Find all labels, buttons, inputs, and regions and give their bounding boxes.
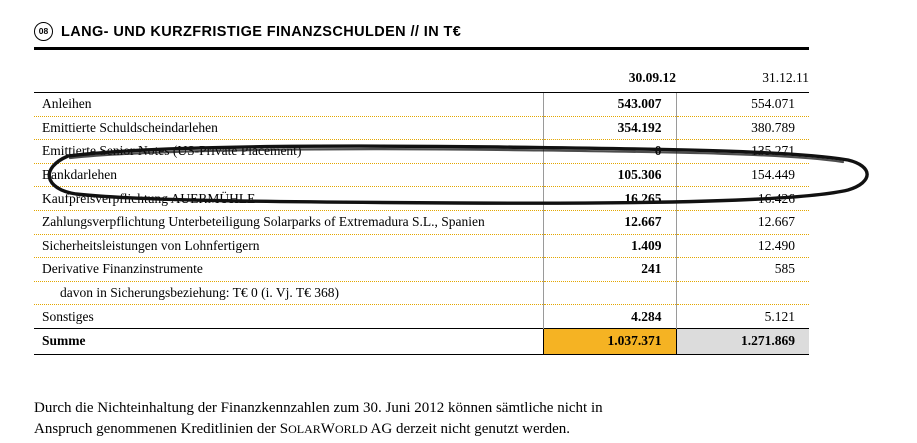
total-current-value: 1.037.371 bbox=[543, 328, 676, 354]
row-label: Emittierte Senior Notes (US-Private Placement) bbox=[34, 140, 543, 164]
row-label: Emittierte Schuldscheindarlehen bbox=[34, 116, 543, 140]
row-label: davon in Sicherungsbeziehung: T€ 0 (i. Vj. T€ 368) bbox=[34, 281, 543, 305]
row-current-value: 1.409 bbox=[543, 234, 676, 258]
row-label: Derivative Finanzinstrumente bbox=[34, 258, 543, 282]
row-previous-value: 5.121 bbox=[676, 305, 809, 329]
row-previous-value: 554.071 bbox=[676, 93, 809, 117]
row-current-value: 0 bbox=[543, 140, 676, 164]
row-label: Sicherheitsleistungen von Lohnfertigern bbox=[34, 234, 543, 258]
table-row bbox=[34, 140, 809, 164]
table-row bbox=[34, 116, 809, 140]
brand-name bbox=[280, 421, 368, 437]
row-label: Anleihen bbox=[34, 93, 543, 117]
row-previous-value: 16.426 bbox=[676, 187, 809, 211]
row-current-value: 241 bbox=[543, 258, 676, 282]
footer-line-2-suffix: AG derzeit nicht genutzt werden. bbox=[367, 421, 571, 437]
table-row bbox=[34, 93, 809, 117]
table-header-row bbox=[34, 64, 809, 93]
table-row bbox=[34, 187, 809, 211]
row-previous-value: 135.271 bbox=[676, 140, 809, 164]
row-current-value: 105.306 bbox=[543, 163, 676, 187]
row-label: Bankdarlehen bbox=[34, 163, 543, 187]
table-header-label bbox=[34, 64, 543, 93]
financial-table-wrapper bbox=[34, 64, 809, 355]
row-current-value bbox=[543, 281, 676, 305]
row-previous-value bbox=[676, 281, 809, 305]
row-current-value: 16.265 bbox=[543, 187, 676, 211]
row-label: Zahlungsverpflichtung Unterbeteiligung Solarparks of Extremadura S.L., Spanien bbox=[34, 210, 543, 234]
row-previous-value: 154.449 bbox=[676, 163, 809, 187]
row-current-value: 12.667 bbox=[543, 210, 676, 234]
footer-line-2 bbox=[34, 419, 794, 440]
brand-w: W bbox=[320, 421, 335, 437]
table-row bbox=[34, 258, 809, 282]
table-header-current: 30.09.12 bbox=[543, 64, 676, 93]
table-row-subnote bbox=[34, 281, 809, 305]
brand-olar: OLAR bbox=[288, 422, 321, 436]
brand-orld: ORLD bbox=[334, 422, 368, 436]
row-previous-value: 12.490 bbox=[676, 234, 809, 258]
brand-s: S bbox=[279, 421, 289, 437]
row-current-value: 354.192 bbox=[543, 116, 676, 140]
table-row bbox=[34, 210, 809, 234]
table-row bbox=[34, 234, 809, 258]
table-row bbox=[34, 305, 809, 329]
row-previous-value: 12.667 bbox=[676, 210, 809, 234]
note-number-badge: 08 bbox=[34, 22, 53, 41]
row-current-value: 543.007 bbox=[543, 93, 676, 117]
total-label: Summe bbox=[34, 328, 543, 354]
table-header-previous: 31.12.11 bbox=[676, 64, 809, 93]
table-total-row bbox=[34, 328, 809, 354]
footer-line-2-prefix: Anspruch genommenen Kreditlinien der bbox=[34, 421, 280, 437]
row-label: Sonstiges bbox=[34, 305, 543, 329]
page-title: LANG- UND KURZFRISTIGE FINANZSCHULDEN // IN T€ bbox=[61, 23, 462, 40]
footer-paragraph bbox=[34, 398, 794, 440]
total-previous-value: 1.271.869 bbox=[676, 328, 809, 354]
footer-line-1: Durch die Nichteinhaltung der Finanzkennzahlen zum 30. Juni 2012 können sämtliche nicht in bbox=[34, 400, 603, 416]
row-previous-value: 585 bbox=[676, 258, 809, 282]
row-current-value: 4.284 bbox=[543, 305, 676, 329]
row-label: Kaufpreisverpflichtung AUERMÜHLE bbox=[34, 187, 543, 211]
section-heading bbox=[34, 22, 809, 41]
table-row bbox=[34, 163, 809, 187]
heading-divider bbox=[34, 47, 809, 50]
financial-table bbox=[34, 64, 809, 355]
row-previous-value: 380.789 bbox=[676, 116, 809, 140]
